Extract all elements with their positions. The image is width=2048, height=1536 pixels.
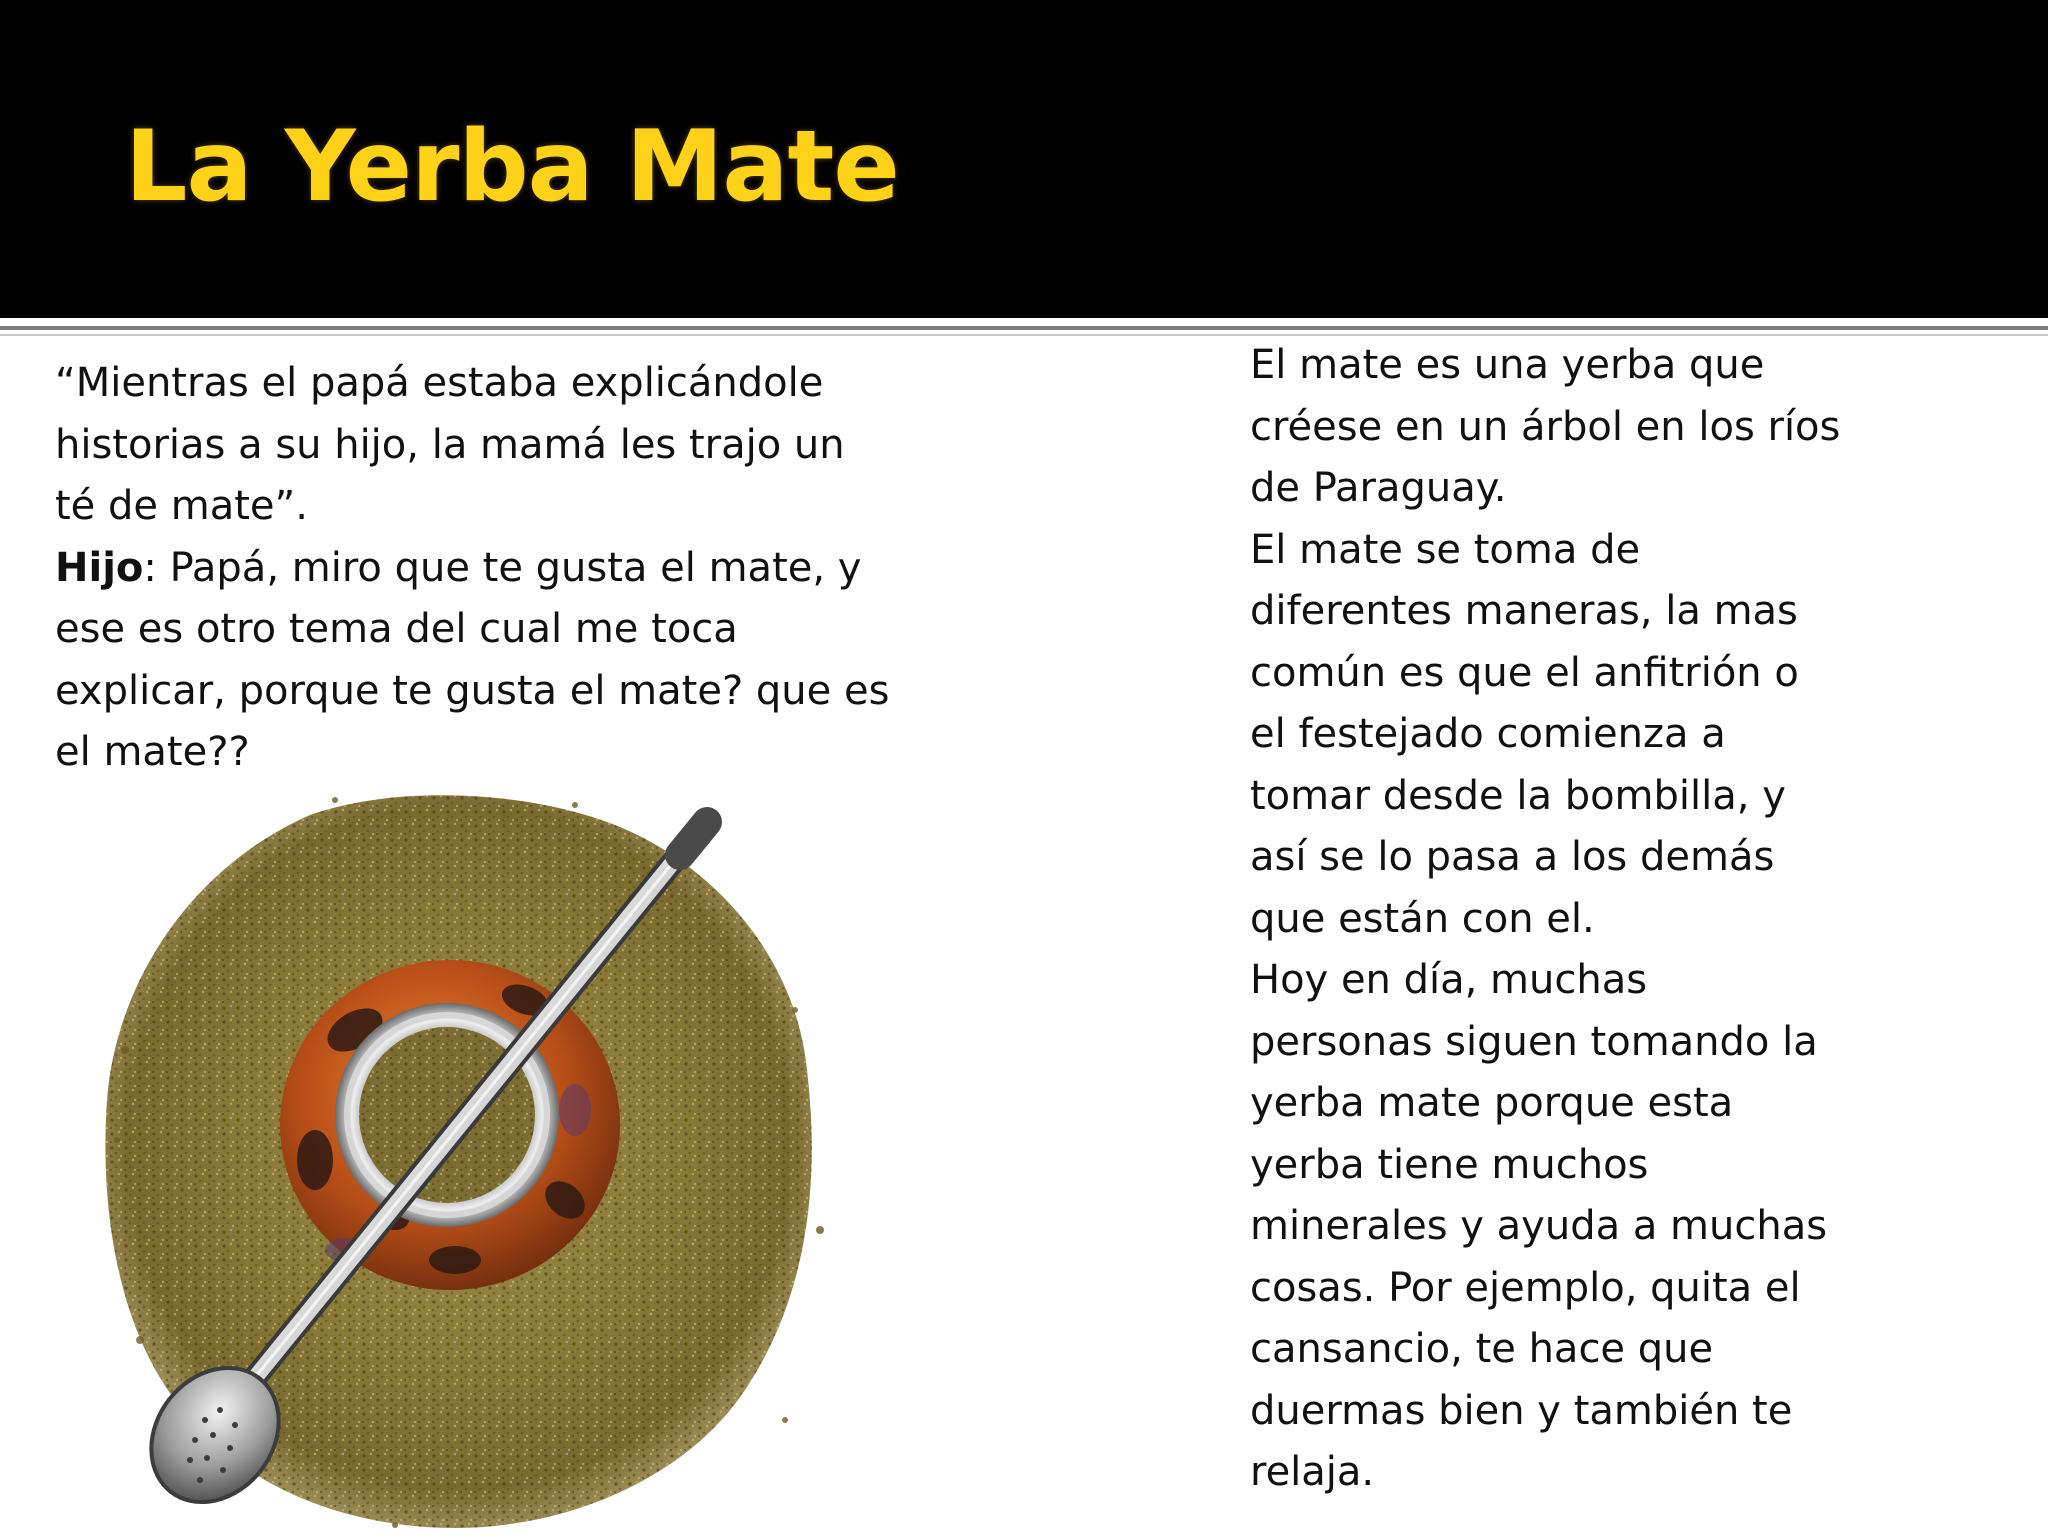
explanation-line: minerales y ayuda a muchas [1250, 1203, 1828, 1249]
dialogue-line: ese es otro tema del cual me toca [55, 606, 738, 652]
explanation-line: cansancio, te hace que [1250, 1326, 1714, 1372]
narrative-line: historias a su hijo, la mamá les trajo un [55, 421, 845, 468]
explanation-line: El mate se toma de [1250, 526, 1641, 573]
explanation-line: Hoy en día, muchas [1250, 957, 1648, 1003]
explanation-line: de Paraguay. [1250, 465, 1507, 511]
explanation-line: diferentes maneras, la mas [1250, 588, 1798, 634]
dialogue-speaker: Hijo [55, 544, 144, 591]
dialogue-text: : Papá, miro que te gusta el mate, y [143, 544, 862, 591]
explanation-line: cosas. Por ejemplo, quita el [1250, 1264, 1801, 1311]
explanation-line: común es que el anfitrión o [1250, 649, 1799, 696]
explanation-line: duermas bien y también te [1250, 1387, 1793, 1434]
explanation-line: yerba tiene muchos [1250, 1141, 1649, 1188]
explanation-line: tomar desde la bombilla, y [1250, 772, 1786, 819]
dialogue-line: explicar, porque te gusta el mate? que es [55, 667, 890, 714]
explanation-line: el festejado comienza a [1250, 711, 1726, 757]
explanation-line: El mate es una yerba que [1250, 342, 1765, 388]
explanation-line: personas siguen tomando la [1250, 1018, 1818, 1065]
explanation-line: yerba mate porque esta [1250, 1080, 1734, 1126]
explanation-line: relaja. [1250, 1449, 1375, 1495]
slide-title: La Yerba Mate [125, 110, 899, 224]
narrative-line: “Mientras el papá estaba explicándole [55, 360, 824, 406]
narrative-text [55, 353, 935, 784]
explanation-line: que están con el. [1250, 895, 1595, 942]
explanation-text [1250, 335, 1940, 1504]
explanation-line: créese en un árbol en los ríos [1250, 403, 1841, 450]
title-divider [0, 326, 2048, 330]
narrative-line: té de mate”. [55, 483, 308, 529]
explanation-line: así se lo pasa a los demás [1250, 834, 1775, 880]
dialogue-line: el mate?? [55, 729, 250, 775]
title-band [0, 0, 2048, 318]
mate-gourd-image [95, 780, 835, 1536]
dialogue-first-line [55, 538, 935, 600]
